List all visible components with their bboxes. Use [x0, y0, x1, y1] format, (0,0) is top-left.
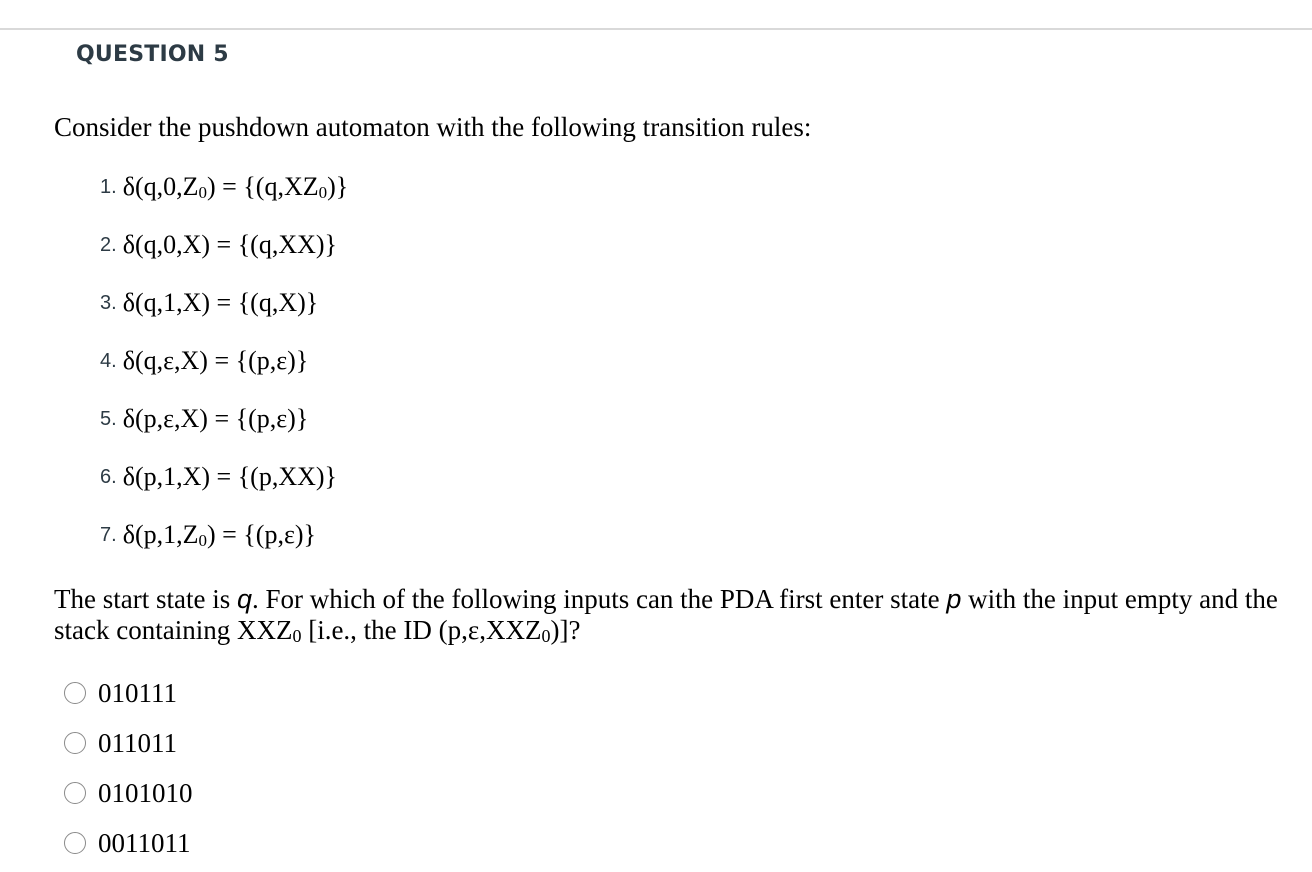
- answer-option[interactable]: [64, 768, 193, 818]
- answer-option[interactable]: [64, 668, 193, 718]
- answer-label[interactable]: 010111: [98, 677, 177, 708]
- rule-text: δ(p,1,X) = {(p,XX)}: [122, 462, 338, 491]
- answer-label[interactable]: 011011: [98, 727, 177, 758]
- radio-button[interactable]: [64, 682, 86, 704]
- question-title: QUESTION 5: [76, 42, 229, 67]
- answer-option[interactable]: [64, 718, 193, 768]
- question-prompt: The start state is q. For which of the following inputs can the PDA first enter state p with the input empty and the stack containing $XXZ_0$ [i.e., the ID $(p,\varepsilon,XXZ_0)$]?: [54, 584, 1278, 646]
- transition-rules-list: [100, 172, 348, 578]
- rule-number: 6.: [100, 466, 117, 488]
- radio-button[interactable]: [64, 782, 86, 804]
- rule-text: $\delta(q,0,Z_0) = \{(q,XZ_0)\}$: [122, 172, 349, 202]
- answer-options: [64, 668, 193, 868]
- transition-rule-7: [100, 520, 348, 578]
- transition-rule-4: [100, 346, 348, 404]
- rule-text: δ(q,0,X) = {(q,XX)}: [122, 230, 338, 259]
- answer-label[interactable]: 0101010: [98, 777, 193, 808]
- state-q: q: [236, 584, 252, 614]
- radio-button[interactable]: [64, 732, 86, 754]
- rule-text: $\delta(p,1,Z_0) = \{(p,\varepsilon)\}$: [122, 520, 316, 550]
- top-divider: [0, 28, 1312, 30]
- question-intro: Consider the pushdown automaton with the following transition rules:: [54, 112, 812, 142]
- answer-option[interactable]: [64, 818, 193, 868]
- radio-button[interactable]: [64, 832, 86, 854]
- transition-rule-6: [100, 462, 348, 520]
- rule-number: 2.: [100, 234, 117, 256]
- transition-rule-1: [100, 172, 348, 230]
- transition-rule-5: [100, 404, 348, 462]
- state-p: p: [946, 584, 962, 614]
- rule-number: 5.: [100, 408, 117, 430]
- rule-number: 1.: [100, 176, 117, 198]
- answer-label[interactable]: 0011011: [98, 827, 191, 858]
- transition-rule-3: [100, 288, 348, 346]
- rule-number: 4.: [100, 350, 117, 372]
- rule-text: δ(p,ε,X) = {(p,ε)}: [122, 404, 309, 433]
- rule-number: 7.: [100, 524, 117, 546]
- rule-text: δ(q,1,X) = {(q,X)}: [122, 288, 319, 317]
- transition-rule-2: [100, 230, 348, 288]
- rule-number: 3.: [100, 292, 117, 314]
- rule-text: δ(q,ε,X) = {(p,ε)}: [122, 346, 309, 375]
